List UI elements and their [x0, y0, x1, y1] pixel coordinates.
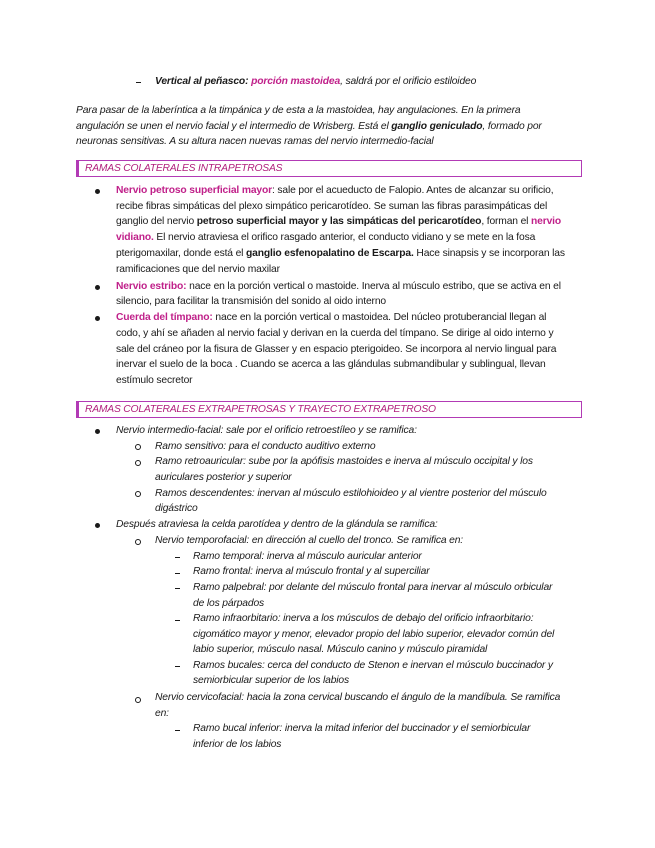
subitem-line: Ramos descendentes: inervan al músculo estilohioideo y al vientre posterior del músculo: [155, 488, 547, 499]
paragraph-line: neuronas sensitivas. A su altura nacen nuevas ramas del nervio intermedio-facial: [76, 136, 434, 147]
dash-bullet: [175, 666, 180, 667]
bullet-circle: [135, 444, 141, 450]
subitem-line: Ramo retroauricular: sube por la apófisis mastoides e inerva al músculo occipital y los: [155, 456, 533, 467]
dash-bullet: [175, 588, 180, 589]
subsubitem-line: de los párpados: [193, 598, 265, 609]
dash-bullet: [136, 82, 141, 83]
subsubitem-line: semiorbicular superior de los labios: [193, 675, 349, 686]
section-header: [76, 160, 582, 177]
bullet-circle: [135, 491, 141, 497]
subsubitem-line: inferior de los labios: [193, 739, 282, 750]
text: angulación se unen el nervio facial y el intermedio de Wrisberg. Está el: [76, 121, 392, 132]
bullet-circle: [135, 539, 141, 545]
bullet-dot: [95, 523, 100, 528]
text: , forman el: [481, 216, 532, 227]
item-line: Nervio intermedio-facial: sale por el orificio retroestíleo y se ramifica:: [116, 425, 417, 436]
bullet-dot: [95, 285, 100, 290]
term-mastoidea: porción mastoidea: [251, 76, 341, 87]
text: pterigomaxilar, donde está el: [116, 248, 247, 259]
term-vidiano: vidiano.: [116, 232, 154, 243]
dash-bullet: [175, 730, 180, 731]
subitem-line: en:: [155, 708, 169, 719]
text: nace en la porción vertical o mastoide. Inerva al músculo estribo, que se activa en el: [186, 281, 561, 292]
text: , formado por: [482, 121, 542, 132]
item-line: [116, 246, 565, 263]
item-line: sale del cráneo por la fisura de Glasser y en espacio pterigoideo. Se incorpora al nervio lingual para: [116, 344, 557, 355]
subsubitem-line: Ramo temporal: inerva al músculo auricular anterior: [193, 551, 422, 562]
subsubitem-line: cigomático mayor y menor, elevador propio del labio superior, elevador común del: [193, 629, 555, 640]
subitem-line: digástrico: [155, 503, 198, 514]
separator: :: [245, 76, 252, 87]
subitem-line: Nervio temporofacial: en dirección al cuello del tronco. Se ramifica en:: [155, 535, 463, 546]
bullet-circle: [135, 460, 141, 466]
dash-bullet: [175, 620, 180, 621]
subitem-line: auriculares posterior y superior: [155, 472, 292, 483]
dash-line-text: , saldrá por el orificio estiloideo: [340, 76, 477, 87]
bullet-dot: [95, 316, 100, 321]
subsubitem-line: Ramo frontal: inerva al músculo frontal y al superciliar: [193, 566, 430, 577]
item-line: codo, y ahí se añaden al nervio facial y derivan en la cuerda del tímpano. Se dirige al oido interno y: [116, 328, 554, 339]
subsubitem-line: Ramo infraorbitario: inerva a los músculos de debajo del orificio infraorbitario:: [193, 613, 534, 624]
term-ganglio-geniculado: ganglio geniculado: [391, 121, 483, 132]
section-title: RAMAS COLATERALES EXTRAPETROSAS Y TRAYECTO EXTRAPETROSO: [85, 404, 436, 415]
text: ganglio del nervio: [116, 216, 197, 227]
item-line: inervar el suelo de la boca . Cuando se acerca a las glándulas submandibular y sublingual, llevan: [116, 359, 546, 370]
subsubitem-line: Ramo palpebral: por delante del músculo frontal para inervar al músculo orbicular: [193, 582, 553, 593]
item-line: estímulo secretor: [116, 375, 193, 386]
item-line: [116, 183, 553, 200]
item-line: [116, 310, 546, 327]
term-vertical: Vertical al peñasco: [155, 76, 246, 87]
text: nace en la porción vertical o mastoidea. Del núcleo protuberancial llegan al: [212, 312, 547, 323]
text: Hace sinapsis y se incorporan las: [413, 248, 565, 259]
subitem-line: Nervio cervicofacial: hacia la zona cervical buscando el ángulo de la mandíbula. Se ramifica: [155, 692, 561, 703]
bullet-dot: [95, 429, 100, 434]
text: El nervio atraviesa el orifico rasgado anterior, el conducto vidiano y se mete en la fosa: [153, 232, 536, 243]
term-bold: petroso superficial mayor y las simpáticas del pericarotídeo: [196, 216, 482, 227]
term-estribo: Nervio estribo:: [116, 281, 187, 292]
dash-bullet: [175, 557, 180, 558]
section-title: RAMAS COLATERALES INTRAPETROSAS: [85, 163, 283, 174]
paragraph-line: Para pasar de la laberíntica a la timpánica y de esta a la mastoidea, hay angulaciones. En la primera: [76, 105, 521, 116]
item-line: Después atraviesa la celda parotídea y dentro de la glándula se ramifica:: [116, 519, 438, 530]
term-petroso: Nervio petroso superficial mayor: [116, 185, 272, 196]
item-line: ramificaciones que del nervio maxilar: [116, 264, 280, 275]
term-ganglio-esfenopalatino: ganglio esfenopalatino de Escarpa.: [246, 248, 414, 259]
bullet-circle: [135, 697, 141, 703]
item-line: [116, 230, 535, 247]
subsubitem-line: Ramos bucales: cerca del conducto de Stenon e inervan el músculo buccinador y: [193, 660, 553, 671]
term-cuerda-timpano: Cuerda del tímpano:: [116, 312, 213, 323]
section-header: [76, 401, 582, 418]
dash-line: [155, 74, 476, 91]
subitem-line: Ramo sensitivo: para el conducto auditivo externo: [155, 441, 376, 452]
dash-bullet: [175, 573, 180, 574]
subsubitem-line: Ramo bucal inferior: inerva la mitad inferior del buccinador y el semiorbicular: [193, 723, 531, 734]
subsubitem-line: labio superior, músculo nasal. Músculo canino y músculo piramidal: [193, 644, 488, 655]
bullet-dot: [95, 189, 100, 194]
text: : sale por el acueducto de Falopio. Antes de alcanzar su orificio,: [272, 185, 554, 196]
item-line: recibe fibras simpáticas del plexo simpático pericarotídeo. Se suman las fibras parasimpáticas del: [116, 201, 548, 212]
item-line: [116, 214, 561, 231]
item-line: silencio, para facilitar la transmisión del sonido al oido interno: [116, 296, 386, 307]
term-nervio: nervio: [531, 216, 562, 227]
